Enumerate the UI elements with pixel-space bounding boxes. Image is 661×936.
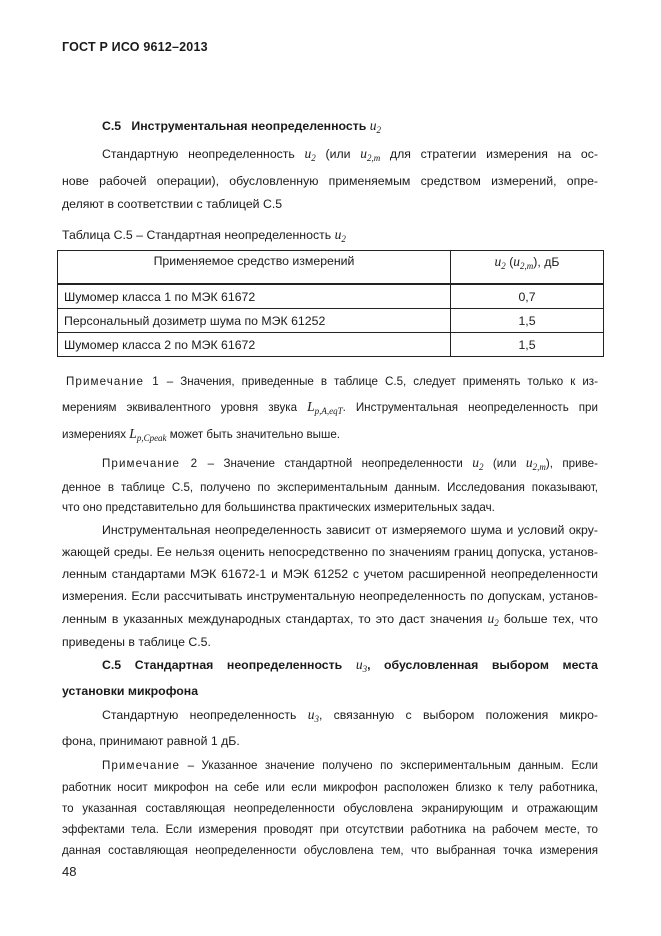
note-2-line: что оно представительно для большинства практических измерительных задач. (62, 501, 495, 514)
table-header-row (58, 251, 604, 285)
table-row (58, 333, 604, 357)
column-header-device: Применяемое средство измерений (58, 251, 451, 285)
symbol-u2m: $u_{2,m}$ (525, 455, 546, 472)
section-number: С.5 (102, 658, 122, 672)
note-3-line: работник носит микрофон на себе или если микрофон расположен близко к телу работника, (62, 781, 598, 794)
symbol-u2: $u_2$ (334, 227, 346, 244)
note-1-line: Примечание 1 – Значения, приведенные в таблице С.5, следует применять только к из- (66, 375, 598, 388)
document-header: ГОСТ Р ИСО 9612–2013 (62, 40, 208, 54)
paragraph-line: жающей среды. Ее нельзя оценить непосредственно по значениям границ допуска, установ- (62, 545, 598, 559)
paragraph-line: Инструментальная неопределенность зависит от измеряемого шума и условий окру- (102, 523, 598, 537)
symbol-LpAeqT: $L_{p,A,eqT}$ (307, 399, 343, 416)
cell-value: 1,5 (451, 333, 604, 357)
cell-value: 0,7 (451, 284, 604, 309)
symbol-u2: $u_2$ (304, 146, 316, 163)
section-number: С.5 (102, 119, 122, 133)
note-label: Примечание (102, 759, 181, 772)
section-heading-microphone: С.5 Стандартная неопределенность $u_3$, обусловленная выбором места (102, 657, 599, 674)
page-number: 48 (62, 864, 77, 879)
section-heading-instrumental (102, 118, 598, 138)
note-2-line: Примечание 2 – Значение стандартной неопределенности $u_2$ (или $u_{2,m}$), приве- (102, 455, 598, 472)
paragraph-line: ленным в указанных международных стандартах, то это даст значения $u_2$ больше тех, что (62, 611, 599, 628)
cell-device: Персональный дозиметр шума по МЭК 61252 (58, 309, 451, 333)
paragraph-line: ленным стандартами МЭК 61672-1 и МЭК 61252 с учетом расширенной неопределенности (62, 567, 598, 581)
table-row (58, 309, 604, 333)
note-3-line: эффектами тела. Если измерения проводят при отсутствии работника на рабочем месте, то (62, 823, 598, 836)
note-3-line: Примечание – Указанное значение получено по экспериментальным данным. Если (102, 759, 598, 772)
symbol-u2m: $u_{2,m}$ (360, 146, 381, 163)
paragraph-line: измерения. Если рассчитывать инструментальную неопределенность по допускам, установ- (62, 589, 598, 603)
paragraph-line: деляют в соответствии с таблицей С.5 (62, 197, 283, 211)
table-caption: Таблица С.5 – Стандартная неопределенность $u_2$ (62, 227, 346, 244)
cell-value: 1,5 (451, 309, 604, 333)
uncertainty-table (57, 250, 604, 357)
note-label: Примечание 2 (102, 457, 199, 470)
cell-device: Шумомер класса 1 по МЭК 61672 (58, 284, 451, 309)
symbol-u2: $u_2$ (487, 611, 499, 628)
symbol-u2: $u_2$ (369, 118, 381, 135)
column-header-value: $u_2$ $(u_{2,m})$, дБ (451, 251, 604, 285)
paragraph-line: приведены в таблице С.5. (62, 635, 211, 649)
paragraph-line: фона, принимают равной 1 дБ. (62, 734, 240, 748)
note-2-line: денное в таблице С.5, получено по экспериментальным данным. Исследования показывают, (62, 481, 598, 494)
symbol-u3: $u_3$ (355, 657, 368, 674)
symbol-u2: $u_2$ (472, 455, 484, 472)
cell-device: Шумомер класса 2 по МЭК 61672 (58, 333, 451, 357)
note-3-line: то указанная составляющая неопределенности обусловлена экранирующим и отражающим (62, 802, 598, 815)
symbol-u3: $u_3$ (307, 707, 319, 724)
paragraph-line: Стандартную неопределенность $u_2$ (или $u_{2,m}$ для стратегии измерения на ос- (102, 146, 598, 163)
note-1-line: измерениях $L_{p,Cpeak}$ может быть значительно выше. (62, 426, 340, 443)
paragraph-line: нове рабочей операции), обусловленную применяемым средством измерений, опре- (62, 174, 598, 188)
section-title: Инструментальная неопределенность (131, 119, 367, 133)
symbol-LpCpeak: $L_{p,Cpeak}$ (129, 426, 167, 443)
section-heading-line2: установки микрофона (62, 684, 199, 698)
paragraph-line: Стандартную неопределенность $u_3$, связанную с выбором положения микро- (102, 707, 599, 724)
note-1-line: мерениям эквивалентного уровня звука $L_{p,A,eqT}$. Инструментальная неопределенность при (62, 399, 598, 416)
note-label: Примечание 1 (66, 375, 160, 388)
note-3-line: данная составляющая неопределенности обусловлена тем, что выбранная точка измерения (62, 844, 598, 857)
table-row (58, 284, 604, 309)
